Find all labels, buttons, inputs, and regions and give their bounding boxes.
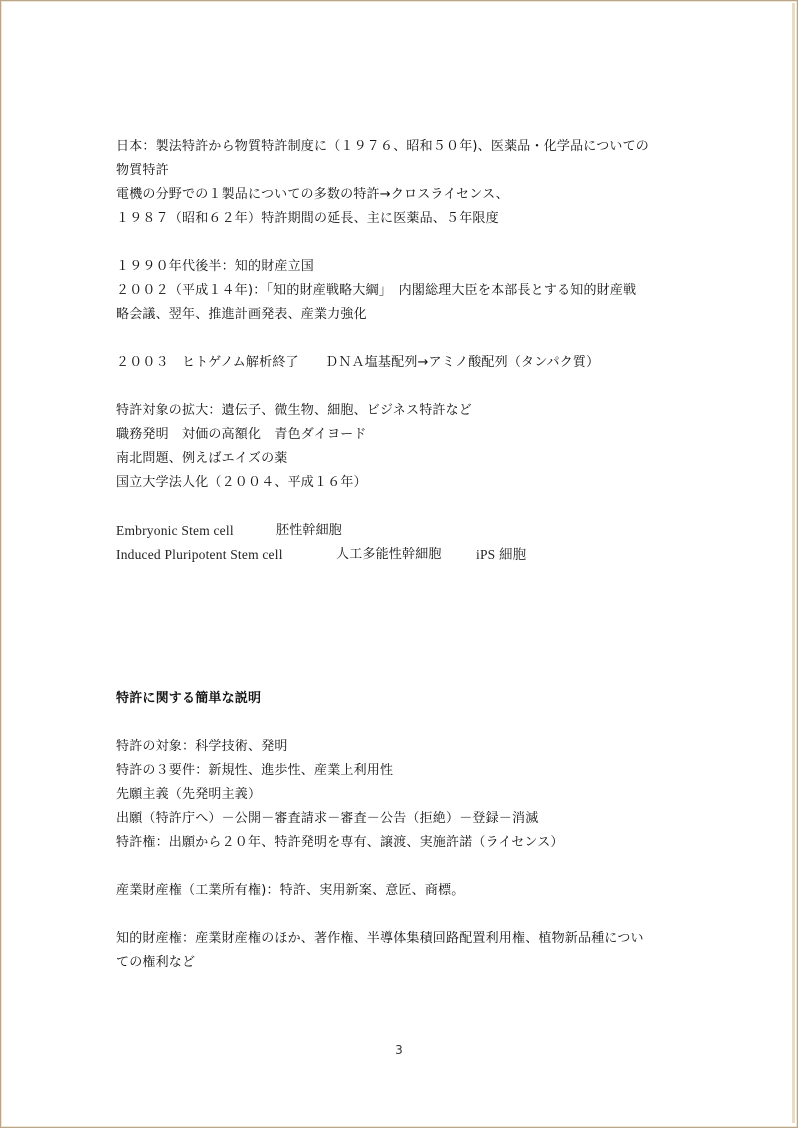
text-line: 特許の３要件：新規性、進歩性、産業上利用性 [116, 763, 394, 778]
text-line: 特許権：出願から２０年、特許発明を専有、譲渡、実施許諾（ライセンス） [116, 835, 564, 850]
text-line: ２００２（平成１４年)：｢知的財産戦略大綱」 内閣総理大臣を本部長とする知的財産戦 [116, 283, 637, 298]
text-line: 特許の対象：科学技術、発明 [116, 739, 288, 754]
ips-cell-ja: 人工多能性幹細胞 [336, 547, 442, 562]
page-number: 3 [395, 1043, 403, 1057]
text-line: 日本：製法特許から物質特許制度に（１９７６、昭和５０年)、医薬品・化学品についての [116, 139, 650, 154]
ips-cell-abbr: iPS 細胞 [476, 547, 527, 562]
text-line: ての権利など [116, 955, 196, 970]
ips-cell-en: Induced Pluripotent Stem cell [116, 547, 283, 562]
text-line: 物質特許 [116, 163, 169, 178]
text-line: 略会議、翌年、推進計画発表、産業力強化 [116, 307, 367, 322]
text-line: 国立大学法人化（２００４、平成１６年） [116, 475, 367, 490]
text-line: ２００３ ヒトゲノム解析終了 ＤＮＡ塩基配列→アミノ酸配列（タンパク質） [116, 355, 600, 370]
text-line: 電機の分野での１製品についての多数の特許→クロスライセンス、 [116, 187, 509, 202]
text-line: 知的財産権：産業財産権のほか、著作権、半導体集積回路配置利用権、植物新品種につい [116, 931, 644, 946]
text-line: 南北問題、例えばエイズの薬 [116, 451, 288, 466]
text-line: 先願主義（先発明主義） [116, 787, 262, 802]
text-line: １９９０年代後半：知的財産立国 [116, 259, 315, 274]
text-line: 出願（特許庁へ）－公開－審査請求－審査－公告（拒絶）－登録－消滅 [116, 811, 539, 826]
text-line: １９８７（昭和６２年）特許期間の延長、主に医薬品、５年限度 [116, 211, 499, 226]
text-line: 特許対象の拡大：遺伝子、微生物、細胞、ビジネス特許など [116, 403, 473, 418]
embryonic-stem-cell-en: Embryonic Stem cell [116, 523, 234, 538]
embryonic-stem-cell-ja: 胚性幹細胞 [276, 523, 343, 538]
text-line: 職務発明 対価の高額化 青色ダイヨード [116, 427, 367, 442]
section-heading: 特許に関する簡単な説明 [116, 691, 262, 706]
text-line: 産業財産権（工業所有権)：特許、実用新案、意匠、商標。 [116, 883, 465, 898]
